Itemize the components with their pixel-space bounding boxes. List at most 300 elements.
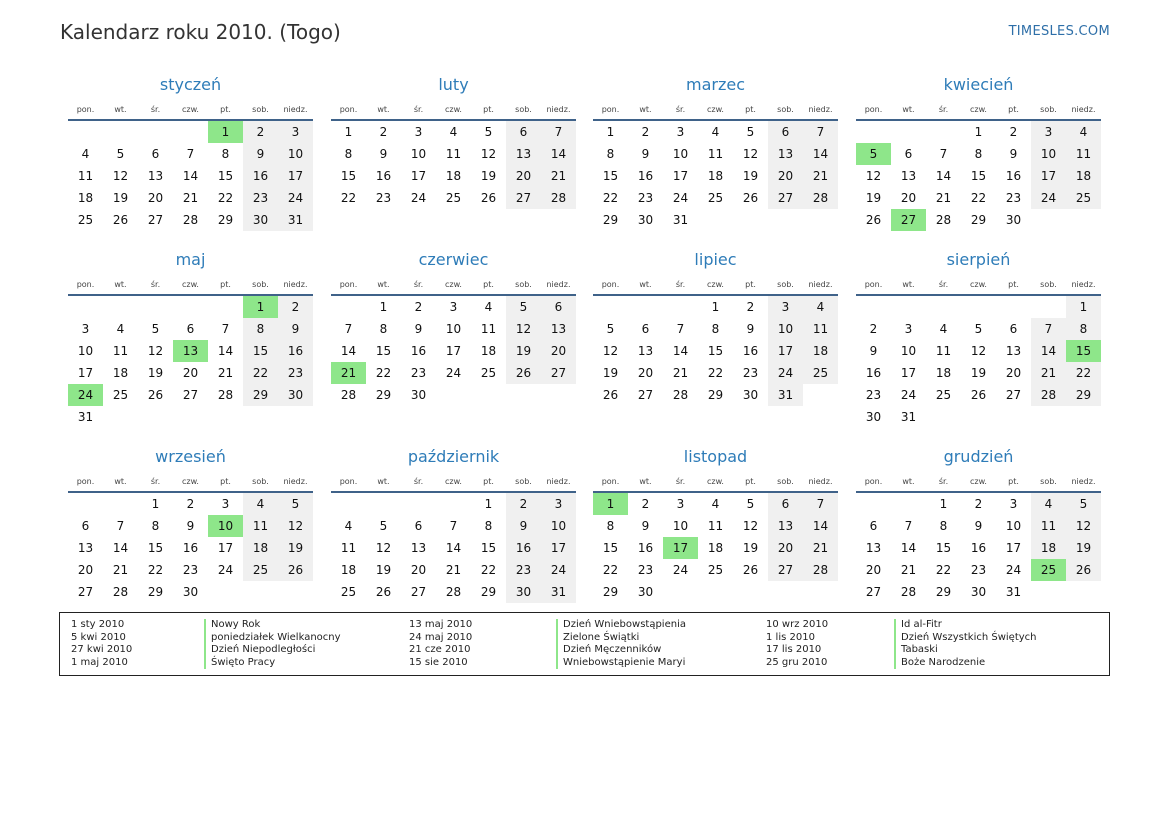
day-cell: 20 — [77, 563, 94, 577]
day-cell: 9 — [746, 322, 755, 336]
empty-day-cell — [733, 581, 768, 603]
day-cell: 7 — [803, 493, 838, 515]
day-cell: 28 — [900, 585, 917, 599]
weekday-label: sob. — [1040, 105, 1057, 114]
weekday-label: pon. — [339, 105, 358, 114]
weekday-label: wt. — [377, 105, 390, 114]
day-cell: 21 — [803, 537, 838, 559]
week-row — [593, 493, 838, 515]
day-cell: 30 — [1005, 213, 1022, 227]
day-cell: 15 — [970, 169, 987, 183]
week-row — [68, 515, 313, 537]
day-cell: 3 — [278, 121, 313, 143]
day-cell: 8 — [606, 147, 615, 161]
week-row — [593, 143, 838, 165]
day-cell: 4 — [449, 125, 458, 139]
weekday-label: pt. — [483, 280, 494, 289]
day-cell: 22 — [707, 366, 724, 380]
empty-day-cell — [471, 384, 506, 406]
week-row — [593, 165, 838, 187]
day-cell: 15 — [707, 344, 724, 358]
day-cell: 26 — [742, 191, 759, 205]
day-cell: 24 — [768, 362, 803, 384]
day-cell: 11 — [707, 147, 724, 161]
day-cell: 10 — [768, 318, 803, 340]
day-cell: 13 — [410, 541, 427, 555]
day-cell: 2 — [414, 300, 423, 314]
legend-holiday-name: Id al-Fitr — [901, 619, 942, 630]
day-cell: 6 — [641, 322, 650, 336]
week-row — [593, 581, 838, 603]
day-cell: 16 — [506, 537, 541, 559]
day-cell: 6 — [541, 296, 576, 318]
week-row — [68, 559, 313, 581]
day-cell: 4 — [116, 322, 125, 336]
day-cell: 22 — [1066, 362, 1101, 384]
weekday-label: niedz. — [1071, 105, 1096, 114]
weekday-label: niedz. — [546, 477, 571, 486]
week-row — [331, 340, 576, 362]
day-cell: 27 — [768, 559, 803, 581]
day-cell: 16 — [970, 541, 987, 555]
day-cell: 14 — [217, 344, 234, 358]
weekday-label: pt. — [220, 105, 231, 114]
day-cell: 26 — [865, 213, 882, 227]
day-cell: 3 — [414, 125, 423, 139]
day-cell: 2 — [746, 300, 755, 314]
day-cell: 17 — [278, 165, 313, 187]
day-cell: 12 — [602, 344, 619, 358]
weekday-label: wt. — [377, 280, 390, 289]
day-cell: 10 — [410, 147, 427, 161]
day-cell: 19 — [602, 366, 619, 380]
weekday-label: pon. — [76, 280, 95, 289]
weekday-label: pon. — [601, 280, 620, 289]
empty-day-cell — [926, 406, 961, 428]
weekday-label: wt. — [114, 477, 127, 486]
day-cell: 3 — [676, 497, 685, 511]
day-cell: 17 — [1031, 165, 1066, 187]
month-4 — [856, 70, 1101, 231]
week-row — [593, 296, 838, 318]
day-cell: 12 — [970, 344, 987, 358]
day-cell: 8 — [151, 519, 160, 533]
day-cell: 14 — [182, 169, 199, 183]
day-cell: 24 — [410, 191, 427, 205]
day-cell: 2 — [506, 493, 541, 515]
month-5 — [68, 245, 313, 428]
day-cell: 30 — [637, 585, 654, 599]
empty-day-cell — [891, 121, 926, 143]
week-row — [856, 406, 1101, 428]
day-cell: 29 — [602, 213, 619, 227]
day-cell: 28 — [340, 388, 357, 402]
day-cell: 19 — [1066, 537, 1101, 559]
weekday-label: śr. — [938, 477, 949, 486]
day-cell: 10 — [1031, 143, 1066, 165]
month-2 — [331, 70, 576, 209]
day-cell: 6 — [869, 519, 878, 533]
day-cell: 27 — [147, 213, 164, 227]
day-cell: 5 — [484, 125, 493, 139]
day-cell: 5 — [974, 322, 983, 336]
day-cell: 10 — [445, 322, 462, 336]
day-cell: 18 — [707, 541, 724, 555]
day-cell: 15 — [480, 541, 497, 555]
day-cell: 12 — [742, 147, 759, 161]
day-cell: 4 — [803, 296, 838, 318]
day-cell: 21 — [182, 191, 199, 205]
week-row — [331, 165, 576, 187]
week-row — [593, 187, 838, 209]
legend-date: 1 lis 2010 — [766, 631, 815, 643]
day-cell: 7 — [939, 147, 948, 161]
day-cell: 24 — [68, 384, 103, 406]
day-cell: 26 — [112, 213, 129, 227]
weekday-label: wt. — [902, 477, 915, 486]
day-cell: 6 — [768, 121, 803, 143]
day-cell: 27 — [637, 388, 654, 402]
empty-day-cell — [366, 493, 401, 515]
day-cell: 12 — [112, 169, 129, 183]
empty-day-cell — [926, 121, 961, 143]
empty-day-cell — [436, 384, 471, 406]
day-cell: 13 — [900, 169, 917, 183]
weekday-label: pon. — [76, 477, 95, 486]
day-cell: 17 — [672, 169, 689, 183]
month-9 — [68, 442, 313, 603]
day-cell: 1 — [939, 497, 948, 511]
legend-holiday-name: Zielone Świątki — [563, 631, 640, 643]
day-cell: 28 — [1031, 384, 1066, 406]
day-cell: 11 — [112, 344, 129, 358]
weekday-label: wt. — [114, 280, 127, 289]
legend-date: 27 kwi 2010 — [71, 644, 133, 656]
week-row — [856, 362, 1101, 384]
day-cell: 5 — [379, 519, 388, 533]
day-cell: 25 — [1066, 187, 1101, 209]
day-cell: 19 — [278, 537, 313, 559]
empty-day-cell — [331, 493, 366, 515]
day-cell: 26 — [147, 388, 164, 402]
day-cell: 29 — [375, 388, 392, 402]
day-cell: 8 — [243, 318, 278, 340]
empty-day-cell — [506, 384, 541, 406]
day-cell: 11 — [243, 515, 278, 537]
day-cell: 14 — [1031, 340, 1066, 362]
week-row — [331, 515, 576, 537]
day-cell: 28 — [217, 388, 234, 402]
week-row — [68, 209, 313, 231]
day-cell: 6 — [81, 519, 90, 533]
day-cell: 29 — [217, 213, 234, 227]
day-cell: 21 — [445, 563, 462, 577]
day-cell: 26 — [742, 563, 759, 577]
weekday-label: śr. — [413, 280, 424, 289]
empty-day-cell — [103, 121, 138, 143]
day-cell: 11 — [340, 541, 357, 555]
day-cell: 10 — [278, 143, 313, 165]
day-cell: 31 — [900, 410, 917, 424]
legend-date: 1 maj 2010 — [71, 656, 128, 668]
week-row — [331, 143, 576, 165]
day-cell: 27 — [182, 388, 199, 402]
day-cell: 4 — [1066, 121, 1101, 143]
empty-day-cell — [803, 209, 838, 231]
day-cell: 19 — [375, 563, 392, 577]
month-title: luty — [438, 75, 469, 94]
day-cell: 9 — [641, 519, 650, 533]
weekday-header — [331, 275, 576, 296]
week-row — [856, 493, 1101, 515]
day-cell: 20 — [1005, 366, 1022, 380]
day-cell: 14 — [900, 541, 917, 555]
day-cell: 5 — [856, 143, 891, 165]
empty-day-cell — [593, 296, 628, 318]
day-cell: 12 — [480, 147, 497, 161]
day-cell: 2 — [974, 497, 983, 511]
week-row — [593, 537, 838, 559]
day-cell: 16 — [278, 340, 313, 362]
weekday-label: czw. — [970, 105, 987, 114]
day-cell: 29 — [1066, 384, 1101, 406]
day-cell: 15 — [243, 340, 278, 362]
day-cell: 16 — [865, 366, 882, 380]
day-cell: 9 — [641, 147, 650, 161]
empty-day-cell — [961, 406, 996, 428]
weekday-label: pon. — [339, 477, 358, 486]
day-cell: 25 — [707, 563, 724, 577]
day-cell: 27 — [865, 585, 882, 599]
day-cell: 21 — [935, 191, 952, 205]
day-cell: 16 — [410, 344, 427, 358]
empty-day-cell — [628, 296, 663, 318]
empty-day-cell — [663, 581, 698, 603]
legend-date: 5 kwi 2010 — [71, 631, 126, 643]
week-row — [331, 318, 576, 340]
day-cell: 5 — [278, 493, 313, 515]
weekday-label: sob. — [515, 280, 532, 289]
day-cell: 13 — [541, 318, 576, 340]
day-cell: 18 — [803, 340, 838, 362]
day-cell: 23 — [506, 559, 541, 581]
day-cell: 4 — [711, 497, 720, 511]
weekday-label: czw. — [707, 477, 724, 486]
weekday-label: niedz. — [1071, 477, 1096, 486]
weekday-label: sob. — [252, 280, 269, 289]
brand-link[interactable]: TIMESLES.COM — [1008, 24, 1110, 39]
week-row — [856, 121, 1101, 143]
week-row — [856, 515, 1101, 537]
week-row — [68, 121, 313, 143]
day-cell: 14 — [672, 344, 689, 358]
weekday-header — [593, 100, 838, 121]
empty-day-cell — [208, 581, 243, 603]
day-cell: 20 — [182, 366, 199, 380]
day-cell: 6 — [414, 519, 423, 533]
day-cell: 1 — [243, 296, 278, 318]
legend-names-col2 — [556, 619, 686, 669]
day-cell: 6 — [1009, 322, 1018, 336]
week-row — [856, 581, 1101, 603]
day-cell: 28 — [672, 388, 689, 402]
day-cell: 20 — [147, 191, 164, 205]
empty-day-cell — [103, 296, 138, 318]
legend-dates-col1 — [71, 619, 132, 669]
day-cell: 27 — [891, 209, 926, 231]
weekday-label: pt. — [745, 477, 756, 486]
weekday-label: niedz. — [283, 280, 308, 289]
day-cell: 4 — [81, 147, 90, 161]
weekday-label: śr. — [675, 280, 686, 289]
month-7 — [593, 245, 838, 406]
day-cell: 22 — [147, 563, 164, 577]
day-cell: 23 — [1005, 191, 1022, 205]
empty-day-cell — [1031, 209, 1066, 231]
day-cell: 2 — [641, 125, 650, 139]
day-cell: 18 — [77, 191, 94, 205]
empty-day-cell — [926, 296, 961, 318]
empty-day-cell — [698, 581, 733, 603]
weekday-label: pt. — [483, 477, 494, 486]
weekday-label: sob. — [515, 105, 532, 114]
day-cell: 19 — [480, 169, 497, 183]
day-cell: 30 — [278, 384, 313, 406]
day-cell: 3 — [676, 125, 685, 139]
day-cell: 30 — [506, 581, 541, 603]
day-cell: 9 — [243, 143, 278, 165]
legend-date: 1 sty 2010 — [71, 619, 125, 630]
day-cell: 17 — [541, 537, 576, 559]
day-cell: 15 — [147, 541, 164, 555]
day-cell: 29 — [707, 388, 724, 402]
day-cell: 1 — [1066, 296, 1101, 318]
weekday-label: niedz. — [808, 477, 833, 486]
day-cell: 8 — [939, 519, 948, 533]
day-cell: 2 — [1009, 125, 1018, 139]
day-cell: 17 — [768, 340, 803, 362]
day-cell: 25 — [480, 366, 497, 380]
day-cell: 26 — [602, 388, 619, 402]
week-row — [331, 493, 576, 515]
day-cell: 27 — [410, 585, 427, 599]
day-cell: 21 — [672, 366, 689, 380]
day-cell: 16 — [375, 169, 392, 183]
day-cell: 21 — [217, 366, 234, 380]
day-cell: 18 — [243, 537, 278, 559]
empty-day-cell — [138, 121, 173, 143]
month-12 — [856, 442, 1101, 603]
day-cell: 1 — [344, 125, 353, 139]
day-cell: 30 — [970, 585, 987, 599]
month-1 — [68, 70, 313, 231]
day-cell: 1 — [593, 493, 628, 515]
day-cell: 29 — [147, 585, 164, 599]
weekday-label: wt. — [902, 280, 915, 289]
day-cell: 25 — [803, 362, 838, 384]
empty-day-cell — [961, 296, 996, 318]
week-row — [593, 384, 838, 406]
empty-day-cell — [68, 121, 103, 143]
day-cell: 12 — [375, 541, 392, 555]
week-row — [68, 187, 313, 209]
week-row — [856, 537, 1101, 559]
day-cell: 12 — [1066, 515, 1101, 537]
week-row — [856, 340, 1101, 362]
day-cell: 5 — [1066, 493, 1101, 515]
month-title: listopad — [683, 447, 748, 466]
legend-names-col3 — [894, 619, 1037, 669]
day-cell: 20 — [410, 563, 427, 577]
day-cell: 2 — [869, 322, 878, 336]
day-cell: 6 — [768, 493, 803, 515]
empty-day-cell — [278, 581, 313, 603]
day-cell: 21 — [1031, 362, 1066, 384]
day-cell: 29 — [480, 585, 497, 599]
empty-day-cell — [541, 384, 576, 406]
day-cell: 31 — [77, 410, 94, 424]
day-cell: 10 — [900, 344, 917, 358]
weekday-label: pt. — [220, 280, 231, 289]
day-cell: 30 — [637, 213, 654, 227]
day-cell: 17 — [77, 366, 94, 380]
day-cell: 29 — [970, 213, 987, 227]
day-cell: 27 — [77, 585, 94, 599]
legend-dates-col2 — [409, 619, 472, 669]
legend-date: 10 wrz 2010 — [766, 619, 829, 630]
day-cell: 23 — [970, 563, 987, 577]
day-cell: 10 — [541, 515, 576, 537]
day-cell: 14 — [803, 515, 838, 537]
day-cell: 14 — [340, 344, 357, 358]
week-row — [856, 165, 1101, 187]
day-cell: 10 — [672, 519, 689, 533]
day-cell: 13 — [768, 515, 803, 537]
day-cell: 23 — [637, 563, 654, 577]
month-6 — [331, 245, 576, 406]
weekday-label: wt. — [639, 280, 652, 289]
day-cell: 8 — [1066, 318, 1101, 340]
day-cell: 22 — [340, 191, 357, 205]
day-cell: 22 — [935, 563, 952, 577]
month-title: sierpień — [946, 250, 1011, 269]
empty-day-cell — [103, 493, 138, 515]
day-cell: 19 — [865, 191, 882, 205]
legend-date: 17 lis 2010 — [766, 644, 822, 656]
day-cell: 2 — [278, 296, 313, 318]
day-cell: 1 — [606, 125, 615, 139]
day-cell: 18 — [707, 169, 724, 183]
weekday-label: niedz. — [283, 477, 308, 486]
day-cell: 11 — [1031, 515, 1066, 537]
day-cell: 11 — [707, 519, 724, 533]
weekday-header — [68, 100, 313, 121]
weekday-header — [68, 275, 313, 296]
day-cell: 31 — [672, 213, 689, 227]
empty-day-cell — [138, 296, 173, 318]
day-cell: 7 — [221, 322, 230, 336]
day-cell: 23 — [375, 191, 392, 205]
weekday-label: czw. — [707, 280, 724, 289]
weekday-label: sob. — [252, 105, 269, 114]
day-cell: 20 — [768, 165, 803, 187]
day-cell: 13 — [77, 541, 94, 555]
week-row — [856, 559, 1101, 581]
day-cell: 13 — [865, 541, 882, 555]
day-cell: 23 — [742, 366, 759, 380]
legend-holiday-name: Święto Pracy — [211, 656, 276, 668]
day-cell: 12 — [278, 515, 313, 537]
